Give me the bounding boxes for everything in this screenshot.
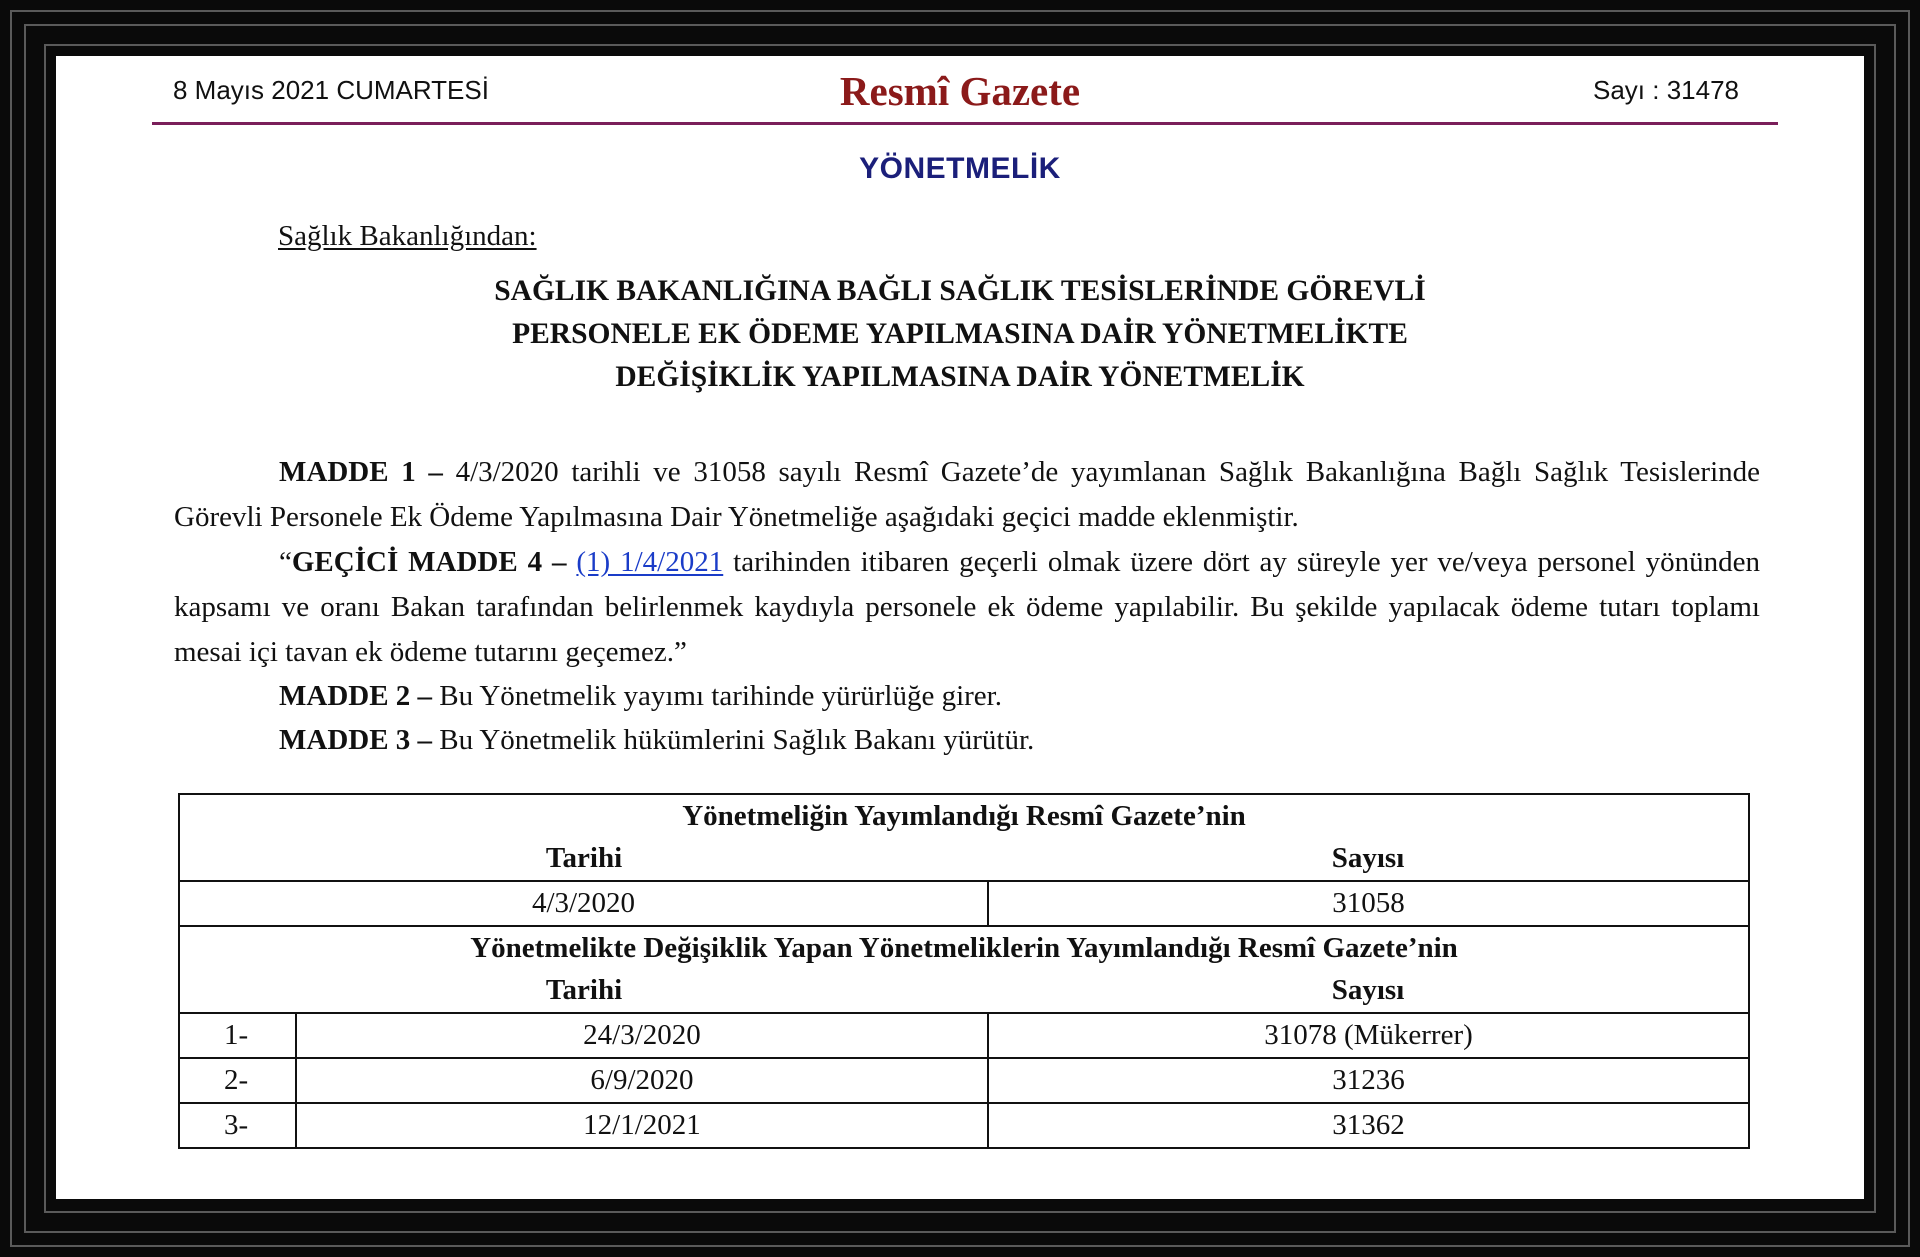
amendment-number: 31362 bbox=[988, 1103, 1749, 1148]
column-header-number: Sayısı bbox=[988, 837, 1749, 881]
provisional-article-4 bbox=[174, 540, 1760, 675]
section-label: YÖNETMELİK bbox=[859, 152, 1061, 185]
issue-number: Sayı : 31478 bbox=[1593, 75, 1739, 105]
original-date: 4/3/2020 bbox=[179, 881, 988, 926]
column-header-date: Tarihi bbox=[179, 837, 988, 881]
amendment-index: 1- bbox=[179, 1013, 296, 1058]
provisional-article-label: GEÇİCİ MADDE 4 – bbox=[291, 546, 567, 578]
table-row bbox=[179, 1013, 1749, 1058]
table-row bbox=[179, 881, 1749, 926]
original-publication-header: Yönetmeliğin Yayımlandığı Resmî Gazete’nin bbox=[179, 794, 1749, 837]
header-divider bbox=[152, 122, 1778, 125]
publication-history-table bbox=[178, 793, 1750, 1149]
table-row bbox=[179, 837, 1749, 881]
column-header-number: Sayısı bbox=[988, 969, 1749, 1013]
regulation-title-line: PERSONELE EK ÖDEME YAPILMASINA DAİR YÖNETMELİKTE bbox=[512, 318, 1408, 350]
table-row bbox=[179, 794, 1749, 837]
provisional-article-text: tarihinden itibaren geçerli olmak üzere dört ay süreyle yer ve/veya personel yönünden kapsamı ve oranı Bakan tarafından belirlenmek kaydıyla personele ek ödeme yapılabilir. Bu şekilde yapılacak ödeme tutarı toplamı mesai içi tavan ek ödeme tutarını geçemez.” bbox=[174, 546, 1760, 668]
provisional-open-quote: “ bbox=[279, 546, 292, 578]
table-row bbox=[179, 969, 1749, 1013]
amendment-number: 31236 bbox=[988, 1058, 1749, 1103]
gazette-page bbox=[56, 56, 1864, 1199]
issuing-ministry: Sağlık Bakanlığından: bbox=[278, 220, 537, 252]
original-number: 31058 bbox=[988, 881, 1749, 926]
article-1-text: 4/3/2020 tarihli ve 31058 sayılı Resmî Gazete’de yayımlanan Sağlık Bakanlığına Bağlı Sağlık Tesislerinde Görevli Personele Ek Ödeme Yapılmasına Dair Yönetmeliğe aşağıdaki geçici madde eklenmiştir. bbox=[174, 456, 1760, 533]
gazette-title: Resmî Gazete bbox=[839, 68, 1081, 114]
column-header-date: Tarihi bbox=[179, 969, 988, 1013]
provisional-date-link[interactable]: (1) 1/4/2021 bbox=[576, 546, 724, 578]
regulation-title-line: SAĞLIK BAKANLIĞINA BAĞLI SAĞLIK TESİSLERİNDE GÖREVLİ bbox=[494, 275, 1426, 307]
amendments-header: Yönetmelikte Değişiklik Yapan Yönetmeliklerin Yayımlandığı Resmî Gazete’nin bbox=[179, 926, 1749, 969]
regulation-title bbox=[56, 270, 1864, 399]
article-2-label: MADDE 2 – bbox=[279, 680, 433, 712]
article-3-text: Bu Yönetmelik hükümlerini Sağlık Bakanı yürütür. bbox=[432, 724, 1035, 756]
publication-date: 8 Mayıs 2021 CUMARTESİ bbox=[173, 75, 489, 105]
amendment-index: 3- bbox=[179, 1103, 296, 1148]
article-2-text: Bu Yönetmelik yayımı tarihinde yürürlüğe girer. bbox=[432, 680, 1002, 712]
article-3-label: MADDE 3 – bbox=[279, 724, 433, 756]
amendment-date: 12/1/2021 bbox=[296, 1103, 988, 1148]
article-1 bbox=[174, 450, 1760, 540]
amendment-index: 2- bbox=[179, 1058, 296, 1103]
article-1-label: MADDE 1 – bbox=[279, 456, 443, 488]
amendment-number: 31078 (Mükerrer) bbox=[988, 1013, 1749, 1058]
table-row bbox=[179, 1103, 1749, 1148]
article-2 bbox=[174, 674, 1760, 719]
article-3 bbox=[174, 718, 1760, 763]
table-row bbox=[179, 926, 1749, 969]
table-row bbox=[179, 1058, 1749, 1103]
regulation-title-line: DEĞİŞİKLİK YAPILMASINA DAİR YÖNETMELİK bbox=[615, 361, 1305, 393]
amendment-date: 24/3/2020 bbox=[296, 1013, 988, 1058]
amendment-date: 6/9/2020 bbox=[296, 1058, 988, 1103]
